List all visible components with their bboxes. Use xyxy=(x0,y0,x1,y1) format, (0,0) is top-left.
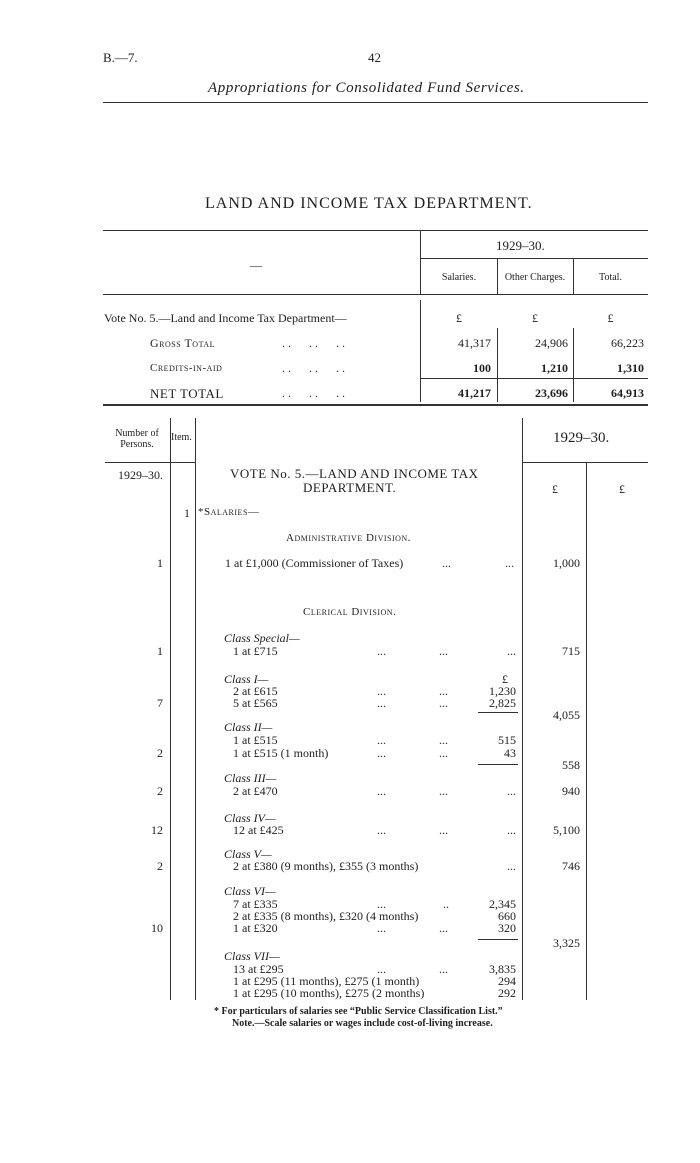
line-subamount: ... xyxy=(507,823,516,837)
line-text: 1 at £320 xyxy=(233,921,278,935)
footnote-note: Note.—Scale salaries or wages include cost-of-living increase. xyxy=(232,1018,493,1029)
leader-dots: ... xyxy=(439,644,448,658)
summary-col-divider xyxy=(420,231,421,294)
value-other: 1,210 xyxy=(541,361,568,375)
summary-dash: — xyxy=(250,258,262,272)
leader-dots: ... xyxy=(439,962,448,976)
value-salaries: 41,217 xyxy=(458,386,491,400)
salaries-heading: *Salaries— xyxy=(198,506,260,518)
class-heading: Class II— xyxy=(224,720,273,734)
leader-dots: . . . . . . xyxy=(282,361,345,375)
subtotal-rule xyxy=(421,378,648,379)
vote-title-cont: DEPARTMENT. xyxy=(303,480,397,495)
item-col-divider xyxy=(195,418,196,1000)
leader-dots: ... xyxy=(439,684,448,698)
persons-count: 2 xyxy=(157,859,163,873)
class-heading: Class VII— xyxy=(224,949,280,963)
line-text: 7 at £335 xyxy=(233,897,278,911)
line-subamount: 43 xyxy=(504,746,516,760)
leader-dots: .. xyxy=(443,897,449,911)
header-rule xyxy=(522,462,648,463)
class-heading: Class IV— xyxy=(224,811,276,825)
leader-dots: ... xyxy=(439,733,448,747)
line-text: 5 at £565 xyxy=(233,696,278,710)
col-total: Total. xyxy=(599,272,622,283)
leader-dots: ... xyxy=(505,556,514,570)
summary-top-rule xyxy=(103,230,648,231)
value-other: 23,696 xyxy=(535,386,568,400)
line-text: 2 at £335 (8 months), £320 (4 months) xyxy=(233,909,419,923)
vote-title: VOTE No. 5.—LAND AND INCOME TAX xyxy=(230,466,479,481)
pound-sign: £ xyxy=(552,482,558,496)
leader-dots: ... xyxy=(439,823,448,837)
value-salaries: 100 xyxy=(473,361,491,375)
persons-count: 7 xyxy=(157,696,163,710)
line-total: 4,055 xyxy=(553,708,580,722)
leader-dots: ... xyxy=(439,746,448,760)
leader-dots: ... xyxy=(439,696,448,710)
summary-bottom-rule xyxy=(103,404,648,406)
subtotal-rule xyxy=(478,764,518,765)
line-total: 940 xyxy=(562,784,580,798)
line-subamount: 515 xyxy=(498,733,516,747)
department-title: LAND AND INCOME TAX DEPARTMENT. xyxy=(205,195,533,212)
leader-dots: ... xyxy=(377,784,386,798)
value-total: 64,913 xyxy=(611,386,644,400)
value-total: 66,223 xyxy=(611,336,644,350)
leader-dots: ... xyxy=(377,897,386,911)
col-salaries: Salaries. xyxy=(441,272,477,283)
line-text: 13 at £295 xyxy=(233,962,284,976)
line-total: 5,100 xyxy=(553,823,580,837)
line-subamount: 3,835 xyxy=(489,962,516,976)
administrative-division: Administrative Division. xyxy=(286,532,411,544)
leader-dots: . . . . . . xyxy=(282,336,345,350)
persons-count: 12 xyxy=(151,823,163,837)
total-col-divider xyxy=(586,462,587,1000)
value-salaries: 41,317 xyxy=(458,336,491,350)
leader-dots: ... xyxy=(377,921,386,935)
leader-dots: ... xyxy=(377,746,386,760)
line-total: 746 xyxy=(562,859,580,873)
col-other-charges: Other Charges. xyxy=(504,272,566,283)
line-subamount: 2,345 xyxy=(489,897,516,911)
leader-dots: ... xyxy=(377,962,386,976)
row-label: Gross Total xyxy=(150,336,215,350)
summary-header-rule xyxy=(103,294,648,295)
leader-dots: ... xyxy=(377,733,386,747)
header-rule xyxy=(105,462,195,463)
summary-year: 1929–30. xyxy=(496,238,545,253)
persons-count: 10 xyxy=(151,921,163,935)
persons-count: 2 xyxy=(157,746,163,760)
line-subamount: 292 xyxy=(498,986,516,1000)
col-item: Item. xyxy=(171,432,192,443)
line-text: 12 at £425 xyxy=(233,823,284,837)
line-text: 2 at £380 (9 months), £355 (3 months) xyxy=(233,859,419,873)
persons-count: 2 xyxy=(157,784,163,798)
persons-count: 1 xyxy=(157,644,163,658)
vote-label: Vote No. 5.—Land and Income Tax Department— xyxy=(104,311,347,325)
running-title: Appropriations for Consolidated Fund Services. xyxy=(208,80,525,96)
document-reference: B.—7. xyxy=(103,50,138,65)
class-heading: Class VI— xyxy=(224,884,276,898)
line-text: 1 at £295 (10 months), £275 (2 months) xyxy=(233,986,425,1000)
subtotal-rule xyxy=(478,712,518,713)
line-text: 1 at £515 (1 month) xyxy=(233,746,329,760)
leader-dots: ... xyxy=(439,784,448,798)
line-total: 1,000 xyxy=(553,556,580,570)
detail-year-header: 1929–30. xyxy=(553,430,610,446)
line-text: 1 at £515 xyxy=(233,733,278,747)
line-text: 1 at £1,000 (Commissioner of Taxes) xyxy=(225,556,404,570)
row-label: NET TOTAL xyxy=(150,386,224,401)
persons-col-divider xyxy=(170,418,171,1000)
persons-count: 1 xyxy=(157,556,163,570)
item-number: 1 xyxy=(184,506,190,520)
leader-dots: ... xyxy=(377,823,386,837)
value-other: 24,906 xyxy=(535,336,568,350)
line-text: 2 at £615 xyxy=(233,684,278,698)
line-subamount: ... xyxy=(507,644,516,658)
persons-year: 1929–30. xyxy=(118,468,163,482)
leader-dots: ... xyxy=(439,921,448,935)
line-total: 558 xyxy=(562,758,580,772)
line-total: 715 xyxy=(562,644,580,658)
line-text: 1 at £295 (11 months), £275 (1 month) xyxy=(233,974,420,988)
line-subamount: 660 xyxy=(498,909,516,923)
line-subamount: ... xyxy=(507,784,516,798)
class-heading: Class V— xyxy=(224,847,272,861)
pound-sign: £ xyxy=(619,482,625,496)
currency-salaries: £ xyxy=(456,311,462,325)
line-subamount: 1,230 xyxy=(489,684,516,698)
currency-total: £ xyxy=(607,311,614,325)
currency-other: £ xyxy=(532,311,538,325)
row-label: Credits-in-aid xyxy=(150,362,223,374)
line-subamount: 320 xyxy=(498,921,516,935)
leader-dots: . . . . . . xyxy=(282,386,345,400)
page-number: 42 xyxy=(368,50,381,65)
clerical-division: Clerical Division. xyxy=(303,606,397,618)
leader-dots: ... xyxy=(377,644,386,658)
summary-year-rule xyxy=(421,258,648,259)
subtotal-rule xyxy=(478,939,518,940)
line-subamount: ... xyxy=(507,859,516,873)
class-heading: Class III— xyxy=(224,771,277,785)
line-total: 3,325 xyxy=(553,936,580,950)
line-subamount: 2,825 xyxy=(489,696,516,710)
value-total: 1,310 xyxy=(617,361,644,375)
line-subamount: 294 xyxy=(498,974,516,988)
col-number-of-persons: Number of Persons. xyxy=(115,428,159,450)
leader-dots: ... xyxy=(377,684,386,698)
leader-dots: ... xyxy=(442,556,451,570)
leader-dots: ... xyxy=(377,696,386,710)
class-heading: Class I— xyxy=(224,672,269,686)
pound-sign: £ xyxy=(502,672,508,686)
footnote-salaries: * For particulars of salaries see “Public Service Classification List.” xyxy=(214,1006,503,1017)
line-text: 1 at £715 xyxy=(233,644,278,658)
class-heading: Class Special— xyxy=(224,631,300,645)
line-text: 2 at £470 xyxy=(233,784,278,798)
header-rule xyxy=(103,102,648,103)
